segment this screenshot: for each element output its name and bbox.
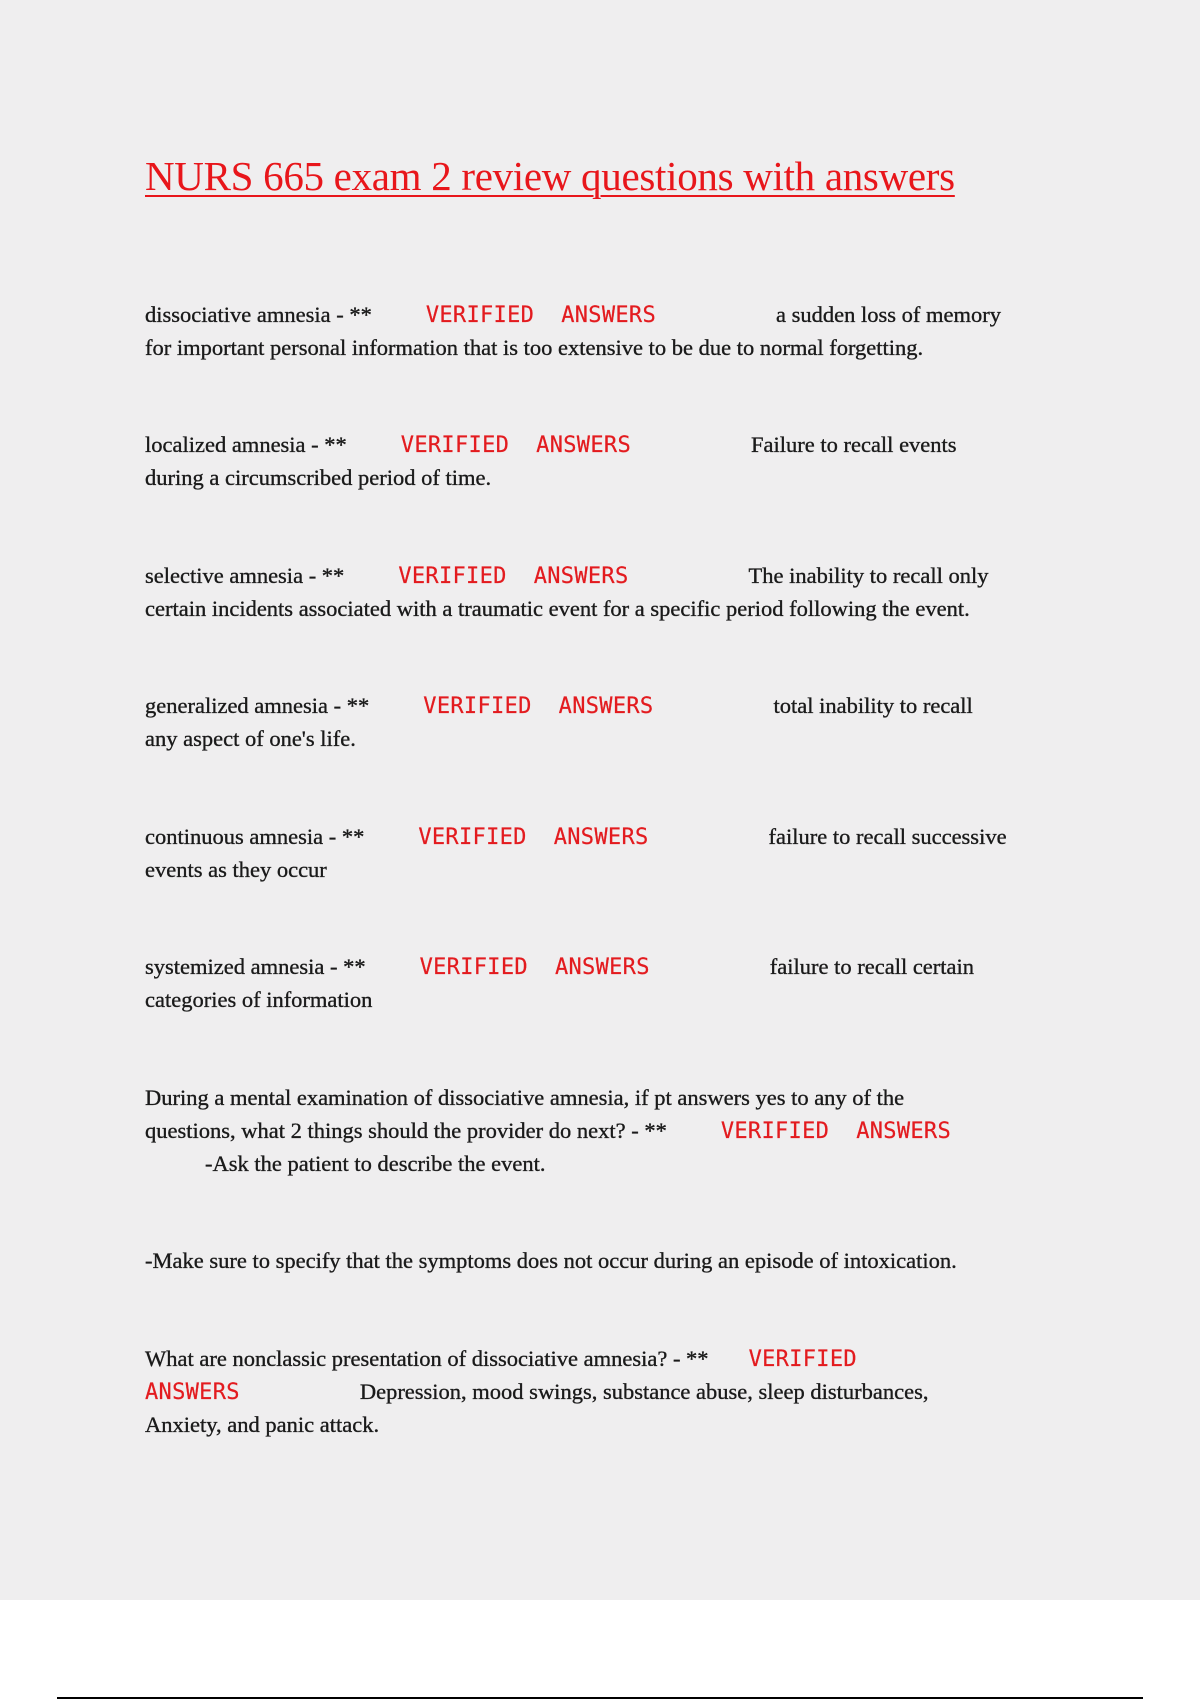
question-text-line2: questions, what 2 things should the provider do next? [145,1118,626,1143]
qa-entry-localized-amnesia [145,428,1095,494]
term-separator: - ** [329,954,366,979]
term-label: systemized amnesia [145,954,325,979]
answer-text-rest: for important personal information that is too extensive to be due to normal forgetting. [145,335,924,360]
answer-text-rest: during a circumscribed period of time. [145,465,492,490]
answer-text-start: Failure to recall events [751,432,957,457]
term-separator: - ** [631,1118,667,1143]
term-label: localized amnesia [145,432,306,457]
question-text: What are nonclassic presentation of dissociative amnesia? [145,1346,668,1371]
qa-entry-selective-amnesia [145,559,1095,625]
term-separator: - ** [333,693,370,718]
answer-text-start: Depression, mood swings, substance abuse, sleep disturbances, [359,1379,929,1404]
answer-text-rest: events as they occur [145,857,327,882]
verified-label: VERIFIED [418,825,527,850]
term-separator: - ** [308,563,345,588]
term-label: generalized amnesia [145,693,329,718]
answers-label: ANSWERS [554,955,650,980]
verified-label: VERIFIED [748,1347,857,1372]
answer-text-rest: any aspect of one's life. [145,726,356,751]
answer-text-start: a sudden loss of memory [776,302,1001,327]
answers-label: ANSWERS [856,1119,952,1144]
answers-label: ANSWERS [145,1380,240,1405]
term-label: continuous amnesia [145,824,324,849]
term-label: selective amnesia [145,563,304,588]
qa-entry-nonclassic-presentation [145,1342,1095,1441]
term-separator: - ** [311,432,347,457]
verified-label: VERIFIED [425,303,535,328]
answer-text-rest: categories of information [145,987,373,1012]
verified-label: VERIFIED [423,694,532,719]
answers-label: ANSWERS [536,433,631,458]
verified-label: VERIFIED [398,564,507,589]
qa-entry-generalized-amnesia [145,689,1095,755]
question-text-line1: During a mental examination of dissociative amnesia, if pt answers yes to any of the [145,1085,905,1110]
footer-divider [57,1697,1143,1699]
verified-label: VERIFIED [419,955,528,980]
answer-text-step2: -Make sure to specify that the symptoms does not occur during an episode of intoxication. [145,1248,957,1273]
answers-label: ANSWERS [561,303,657,328]
term-label: dissociative amnesia [145,302,331,327]
answers-label: ANSWERS [558,694,654,719]
answer-text-start: total inability to recall [773,693,973,718]
answer-text-start: failure to recall certain [769,954,975,979]
answer-text-start: failure to recall successive [768,824,1007,849]
answer-text-rest: certain incidents associated with a traumatic event for a specific period following the event. [145,596,970,621]
term-separator: - ** [328,824,365,849]
qa-entry-dissociative-amnesia [145,298,1095,364]
term-separator: - ** [672,1346,709,1371]
answer-text-step1: -Ask the patient to describe the event. [205,1151,546,1176]
answers-label: ANSWERS [533,564,629,589]
document-title: NURS 665 exam 2 review questions with answers [145,153,955,199]
qa-entry-mental-examination [145,1081,1095,1180]
answers-label: ANSWERS [553,825,649,850]
qa-entry-continuous-amnesia [145,820,1095,886]
answer-text-start: The inability to recall only [748,563,989,588]
answer-text-rest: Anxiety, and panic attack. [145,1412,380,1437]
qa-entry-systemized-amnesia [145,950,1095,1016]
verified-label: VERIFIED [720,1119,830,1144]
verified-label: VERIFIED [400,433,510,458]
term-separator: - ** [336,302,372,327]
